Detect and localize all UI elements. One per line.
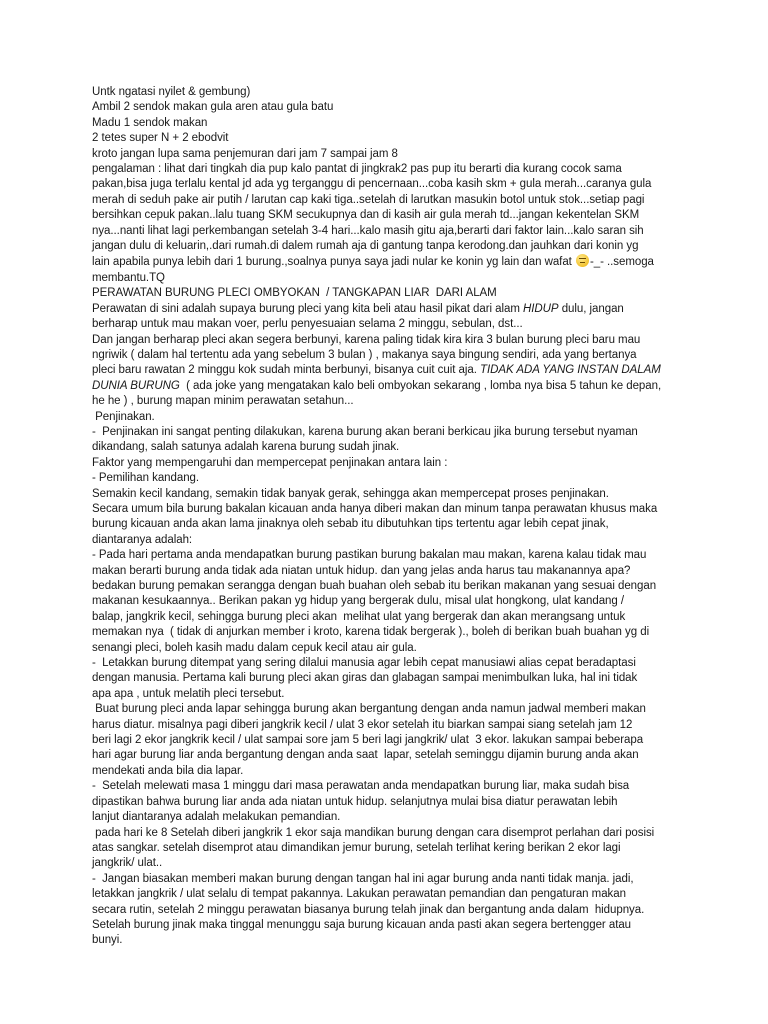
text-line: - Letakkan burung ditempat yang sering dilalui manusia agar lebih cepat manusiawi alias cepat beradaptasi [92,657,636,670]
text-line: he he ) , burung mapan minim perawatan setahun... [92,395,354,408]
text-line: atas sangkar. setelah disemprot atau dimandikan jemur burung, setelah terlihat kering berikan 2 ekor lagi [92,841,621,854]
text-line: Faktor yang mempengaruhi dan mempercepat penjinakan antara lain : [92,456,448,469]
text-line: jangkrik/ ulat.. [92,857,163,870]
text-line: nya...nanti lihat lagi perkembangan setelah 3-4 hari...kalo masih gitu aja,berarti dari faktor lain...kalo saran sih [92,224,644,237]
text-line: Semakin kecil kandang, semakin tidak banyak gerak, sehingga akan mempercepat proses penjinakan. [92,487,609,500]
text-line: diantaranya adalah: [92,533,193,546]
text-line: - Penjinakan ini sangat penting dilakukan, karena burung akan berani berkicau jika burung tersebut nyaman [92,425,638,438]
text-line: - Jangan biasakan memberi makan burung dengan tangan hal ini agar burung anda nanti tidak manja. jadi, [92,872,634,885]
italic-text: HIDUP [523,302,559,315]
text-line: bunyi. [92,934,123,947]
text-line: secara rutin, setelah 2 minggu perawatan biasanya burung telah jinak dan bergantung anda dalam hidupnya. [92,903,645,916]
neutral-face-icon [576,254,589,267]
italic-text: DUNIA BURUNG [92,379,183,392]
text-line: jangan dulu di keluarin,.dari rumah.di dalem rumah aja di gantung tanpa kerodong.dan jauhkan dari konin yg [92,240,639,253]
text-line: harus diatur. misalnya pagi diberi jangkrik kecil / ulat 3 ekor setelah itu biarkan sampai siang setelah jam 12 [92,718,633,731]
text-line: memakan nya ( tidak di anjurkan member i kroto, karena tidak bergerak )., boleh di berikan buah buahan yg di [92,626,650,639]
document-body [92,85,682,949]
text-segment: -_- ..semoga [589,256,654,269]
text-line: Dan jangan berharap pleci akan segera berbunyi, karena paling tidak kira kira 3 bulan burung pleci baru mau [92,333,641,346]
text-line: mendekati anda bila dia lapar. [92,764,244,777]
text-line [92,254,682,270]
text-line: bedakan burung pemakan serangga dengan buah buahan oleh sebab itu berikan makanan yang sesuai dengan [92,580,657,592]
text-line: Buat burung pleci anda lapar sehingga burung akan bergantung dengan anda namun jadwal memberi makan [92,703,646,716]
text-line [92,363,682,378]
text-line: - Pada hari pertama anda mendapatkan burung pastikan burung bakalan mau makan, karena kalau tidak mau [92,549,647,562]
text-line: senangi pleci, boleh kasih madu dalam cepuk kecil atau air gula. [92,641,417,654]
text-line: Ambil 2 sendok makan gula aren atau gula batu [92,101,334,114]
text-segment: ( ada joke yang mengatakan kalo beli ombyokan sekarang , lomba nya bisa 5 tahun ke depan, [182,379,662,392]
italic-text: TIDAK ADA YANG INSTAN DALAM [480,364,661,377]
text-line: 2 tetes super N + 2 ebodvit [92,132,229,145]
text-line [92,379,682,394]
text-segment: dulu, jangan [558,302,624,315]
text-line: apa apa , untuk melatih pleci tersebut. [92,687,285,700]
text-line: ngriwik ( dalam hal tertentu ada yang sebelum 3 bulan ) , makanya saya bingung sendiri, ada yang bertanya [92,348,637,361]
text-line: membantu.TQ [92,271,165,284]
text-line: kroto jangan lupa sama penjemuran dari jam 7 sampai jam 8 [92,147,398,160]
text-line: Penjinakan. [92,410,155,423]
text-segment: Perawatan di sini adalah supaya burung pleci yang kita beli atau hasil pikat dari alam [92,302,524,315]
text-line: letakkan jangkrik / ulat selalu di tempat pakannya. Lakukan perawatan pemandian dan pengaturan makan [92,888,626,901]
text-line [92,302,682,317]
text-line: Madu 1 sendok makan [92,116,208,129]
text-line: berharap untuk mau makan voer, perlu penyesuaian selama 2 minggu, sebulan, dst... [92,318,523,331]
text-line: Untk ngatasi nyilet & gembung) [92,86,251,98]
text-line: - Pemilihan kandang. [92,472,200,485]
text-line: makan berarti burung anda tidak ada niatan untuk hidup. dan yang jelas anda harus tau makanannya apa? [92,564,631,577]
text-line: pada hari ke 8 Setelah diberi jangkrik 1 ekor saja mandikan burung dengan cara disemprot perlahan dari posisi [92,826,655,839]
text-line: dipastikan bahwa burung liar anda ada niatan untuk hidup. selanjutnya mulai bisa diatur perawatan lebih [92,795,618,808]
text-line: lanjut diantaranya adalah melakukan pemandian. [92,811,341,824]
text-line: pengalaman : lihat dari tingkah dia pup kalo pantat di jingkrak2 pas pup itu berarti dia kurang cocok sama [92,163,622,176]
text-line: merah di seduh pake air putih / larutan cap kaki tiga..setelah di larutkan masukin botol untuk stok...setiap pagi [92,193,645,206]
text-line: dikandang, salah satunya adalah karena burung sudah jinak. [92,441,400,454]
text-line: dengan manusia. Pertama kali burung pleci akan giras dan glabagan sampai menimbulkan luka, hal ini tidak [92,672,638,685]
text-line: hari agar burung liar anda bergantung dengan anda saat lapar, setelah seminggu dijamin burung anda akan [92,749,639,762]
text-line: Secara umum bila burung bakalan kicauan anda hanya diberi makan dan minum tanpa perawatan khusus maka [92,502,658,515]
text-line: Setelah burung jinak maka tinggal menunggu saja burung kicauan anda pasti akan segera bertengger atau [92,918,632,931]
text-segment: pleci baru rawatan 2 minggu kok sudah minta berbunyi, bisanya cuit cuit aja. [92,364,481,377]
text-line: - Setelah melewati masa 1 minggu dari masa perawatan anda mendapatkan burung liar, maka sudah bisa [92,780,630,793]
text-line: pakan,bisa juga terlalu kental jd ada yg terganggu di pencernaan...coba kasih skm + gula merah...caranya gula [92,178,652,191]
text-line: burung kicauan anda akan lama jinaknya oleh sebab itu dibutuhkan tips tertentu agar lebih cepat jinak, [92,518,609,531]
text-segment: lain apabila punya lebih dari 1 burung.,soalnya punya saya jadi nular ke konin yg lain dan wafat [92,256,575,269]
text-line: PERAWATAN BURUNG PLECI OMBYOKAN / TANGKAPAN LIAR DARI ALAM [92,287,497,300]
text-line: beri lagi 2 ekor jangkrik kecil / ulat sampai sore jam 5 beri lagi jangkrik/ ulat 3 ekor. lakukan sampai beberapa [92,734,644,747]
text-line: makanan kesukaannya.. Berikan pakan yg hidup yang bergerak dulu, misal ulat hongkong, ulat kandang / [92,595,625,608]
text-line: bersihkan cepuk pakan..lalu tuang SKM secukupnya dan di kasih air gula merah td...jangan kekentelan SKM [92,209,640,222]
text-line: balap, jangkrik kecil, sehingga burung pleci akan melihat ulat yang bergerak dan akan merangsang untuk [92,610,626,623]
